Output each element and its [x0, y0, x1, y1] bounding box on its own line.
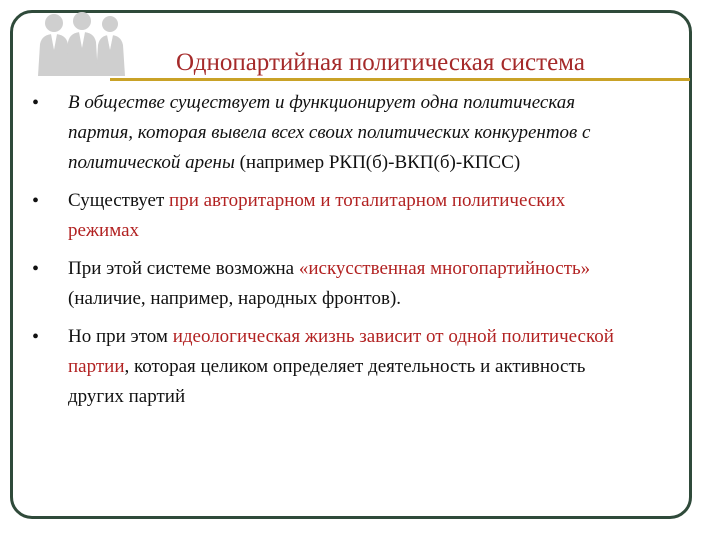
slide-title: Однопартийная политическая система [176, 49, 585, 76]
bullet-4-highlight: идеологическая жизнь зависит от одной политической партии [68, 326, 614, 377]
bullet-item-4 [30, 322, 620, 412]
bullet-4-text-before: Но при этом [68, 326, 173, 347]
bullet-marker: • [32, 190, 40, 212]
bullet-1-italic-text: В обществе существует и функционирует одна политическая партия, которая вывела всех своих политических конкурентов с политической арены [68, 92, 591, 173]
bullet-item-3 [30, 254, 620, 314]
bullet-item-2 [30, 186, 620, 246]
bullet-2-highlight: при авторитарном и тоталитарном политических режимах [68, 190, 566, 241]
bullet-3-highlight: «искусственная многопартийность» [298, 258, 591, 279]
bullet-4-text-after: , которая целиком определяет деятельность и активность других партий [68, 356, 586, 407]
business-people-icon [24, 10, 144, 76]
bullet-1-plain-text: (например РКП(б)-ВКП(б)-КПСС) [234, 152, 521, 173]
bullet-3-text-before: При этой системе возможна [68, 258, 299, 279]
title-underline [110, 78, 690, 81]
bullet-list [30, 88, 620, 420]
bullet-3-text-after: (наличие, например, народных фронтов). [68, 288, 402, 309]
bullet-marker: • [32, 92, 40, 114]
bullet-2-text: Существует [68, 190, 170, 211]
bullet-item-1 [30, 88, 620, 178]
bullet-marker: • [32, 258, 40, 280]
bullet-marker: • [32, 326, 40, 348]
